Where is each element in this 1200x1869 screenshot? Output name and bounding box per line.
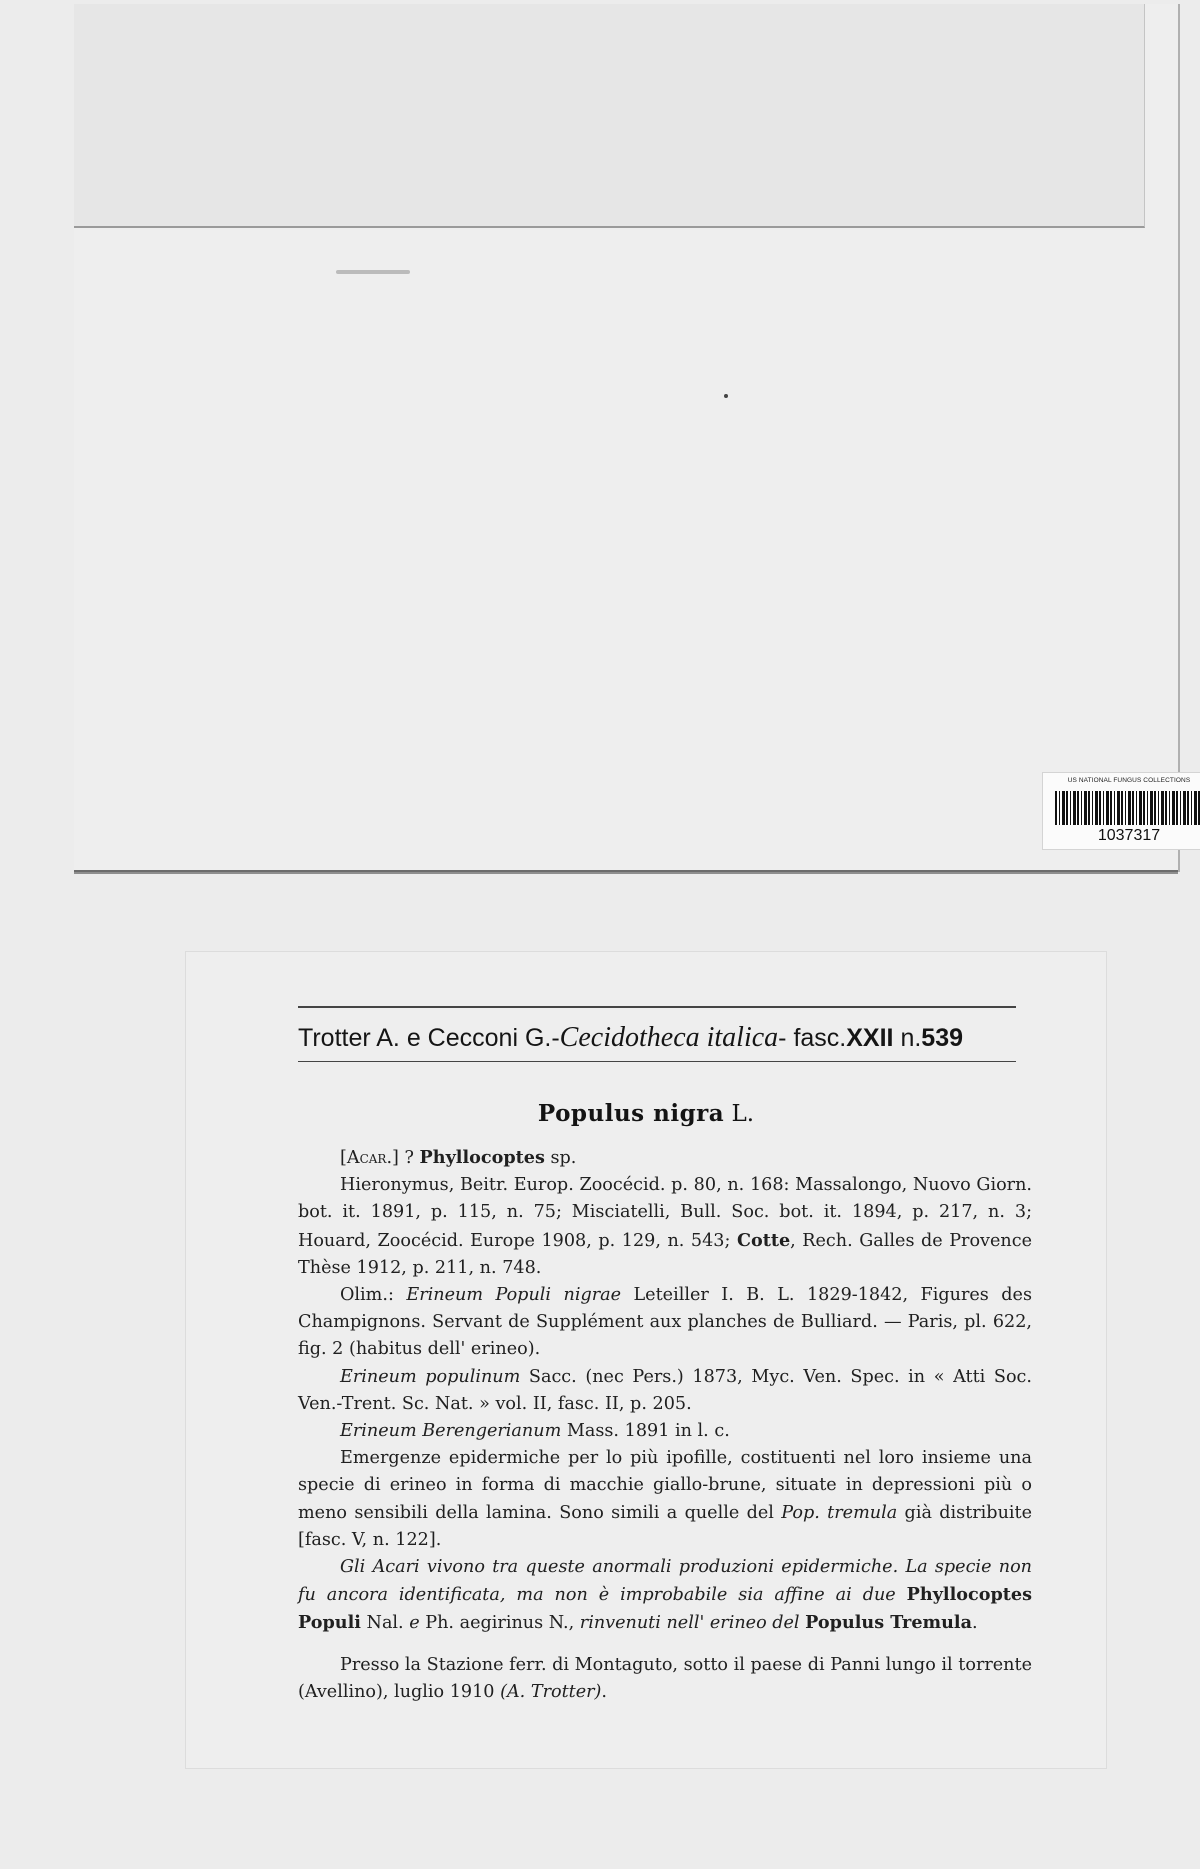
header-rule-bottom bbox=[298, 1061, 1016, 1062]
header-authors: Trotter A. e Cecconi G.- bbox=[298, 1024, 560, 1052]
description-text-a: Emergenze epidermiche per lo più ipofille, costituenti nel loro insieme una specie di erineo in forma di macchie giallo-brune, situate in depressioni più o meno sensibili della lamina. Sono simili a quelle del bbox=[298, 1448, 1032, 1523]
host-species-authority: L. bbox=[724, 1101, 755, 1127]
envelope-flap[interactable] bbox=[74, 4, 1145, 228]
speck-mark bbox=[724, 394, 728, 398]
header-n-label: n. bbox=[893, 1024, 922, 1052]
note-ph-aegirinus: Ph. aegirinus bbox=[419, 1613, 544, 1634]
synonym-2-reference: Mass. 1891 in l. c. bbox=[561, 1421, 730, 1442]
note-e: e bbox=[409, 1613, 420, 1634]
header-series-title: Cecidotheca italica bbox=[559, 1022, 779, 1053]
olim-prefix: Olim.: bbox=[340, 1285, 407, 1306]
note-phyllocoptes-populi: Phyllocoptes Populi bbox=[298, 1584, 1032, 1634]
label-header bbox=[298, 1022, 1016, 1054]
synonym-1-name: Erineum populinum bbox=[340, 1366, 521, 1387]
references-text: Hieronymus, Beitr. Europ. Zoocécid. p. 80, n. 168: Massalongo, Nuovo Giorn. bot. it. 1891, p. 115, n. 75; Misciatelli, Bull. Soc. bot. it. 1894, p. 217, n. 3; Houard, Zoocécid. Europe 1908, p. 129, n. 543; bbox=[298, 1175, 1032, 1251]
locality-end: . bbox=[601, 1681, 608, 1702]
locality-collector: (A. Trotter) bbox=[500, 1681, 602, 1702]
header-fasc-number: XXII bbox=[846, 1024, 894, 1052]
group-order: [Acar.] bbox=[340, 1148, 399, 1168]
note-text-f: rinvenuti nell' erineo del bbox=[579, 1613, 806, 1634]
barcode-bars bbox=[1055, 791, 1200, 825]
cotte-name: Cotte bbox=[736, 1229, 791, 1251]
smudge-mark bbox=[336, 270, 410, 274]
header-fasc-label: - fasc. bbox=[778, 1024, 847, 1052]
host-species-name: Populus nigra bbox=[537, 1100, 725, 1127]
olim-name: Erineum Populi nigrae bbox=[406, 1285, 622, 1306]
note-n: N., bbox=[543, 1613, 580, 1634]
header-rule-top bbox=[298, 1006, 1016, 1008]
description-pop-tremula: Pop. tremula bbox=[781, 1502, 898, 1523]
note-populus-tremula: Populus Tremula bbox=[805, 1612, 973, 1634]
note-paragraph bbox=[298, 1554, 1032, 1638]
synonym-2-name: Erineum Berengerianum bbox=[340, 1421, 562, 1442]
synonym-paragraph-2 bbox=[298, 1418, 1032, 1445]
barcode-number: 1037317 bbox=[1097, 827, 1161, 844]
barcode-org: US NATIONAL FUNGUS COLLECTIONS bbox=[1067, 777, 1191, 784]
note-nal: Nal. bbox=[360, 1613, 410, 1634]
host-species bbox=[186, 1100, 1106, 1127]
cecidozoon-line bbox=[298, 1144, 1032, 1172]
locality-text: Presso la Stazione ferr. di Montaguto, sotto il paese di Panni lungo il torrente (Avellino), luglio 1910 bbox=[298, 1654, 1032, 1702]
barcode-label bbox=[1042, 772, 1200, 850]
olim-paragraph bbox=[298, 1282, 1032, 1364]
group-genus: Phyllocoptes bbox=[419, 1147, 545, 1168]
group-sp: sp. bbox=[544, 1148, 577, 1168]
references-paragraph bbox=[298, 1172, 1032, 1282]
synonym-paragraph-1 bbox=[298, 1364, 1032, 1418]
note-text-a: Gli Acari vivono tra queste anormali produzioni epidermiche. La specie non fu ancora identificata, ma non è improbabile sia affine ai due bbox=[298, 1557, 1032, 1606]
olim-reference: Leteiller I. B. L. 1829-1842, Figures des Champignons. Servant de Supplément aux planches de Bulliard. — Paris, pl. 622, fig. 2 (habitus dell' erineo). bbox=[298, 1285, 1032, 1360]
group-query: ? bbox=[398, 1148, 420, 1168]
exsiccata-label bbox=[186, 952, 1106, 1768]
synonym-1-reference: Sacc. (nec Pers.) 1873, Myc. Ven. Spec. in « Atti Soc. Ven.-Trent. Sc. Nat. » vol. II, fasc. II, p. 205. bbox=[298, 1366, 1032, 1414]
description-text-b: già distribuite [fasc. V, n. 122]. bbox=[298, 1502, 1033, 1550]
locality-paragraph bbox=[298, 1652, 1032, 1706]
header-n-number: 539 bbox=[921, 1024, 964, 1052]
description-paragraph bbox=[298, 1445, 1032, 1554]
note-end: . bbox=[972, 1613, 978, 1634]
specimen-envelope bbox=[74, 4, 1191, 872]
label-body bbox=[298, 1144, 1032, 1706]
cotte-reference: , Rech. Galles de Provence Thèse 1912, p. 211, n. 748. bbox=[298, 1230, 1032, 1278]
